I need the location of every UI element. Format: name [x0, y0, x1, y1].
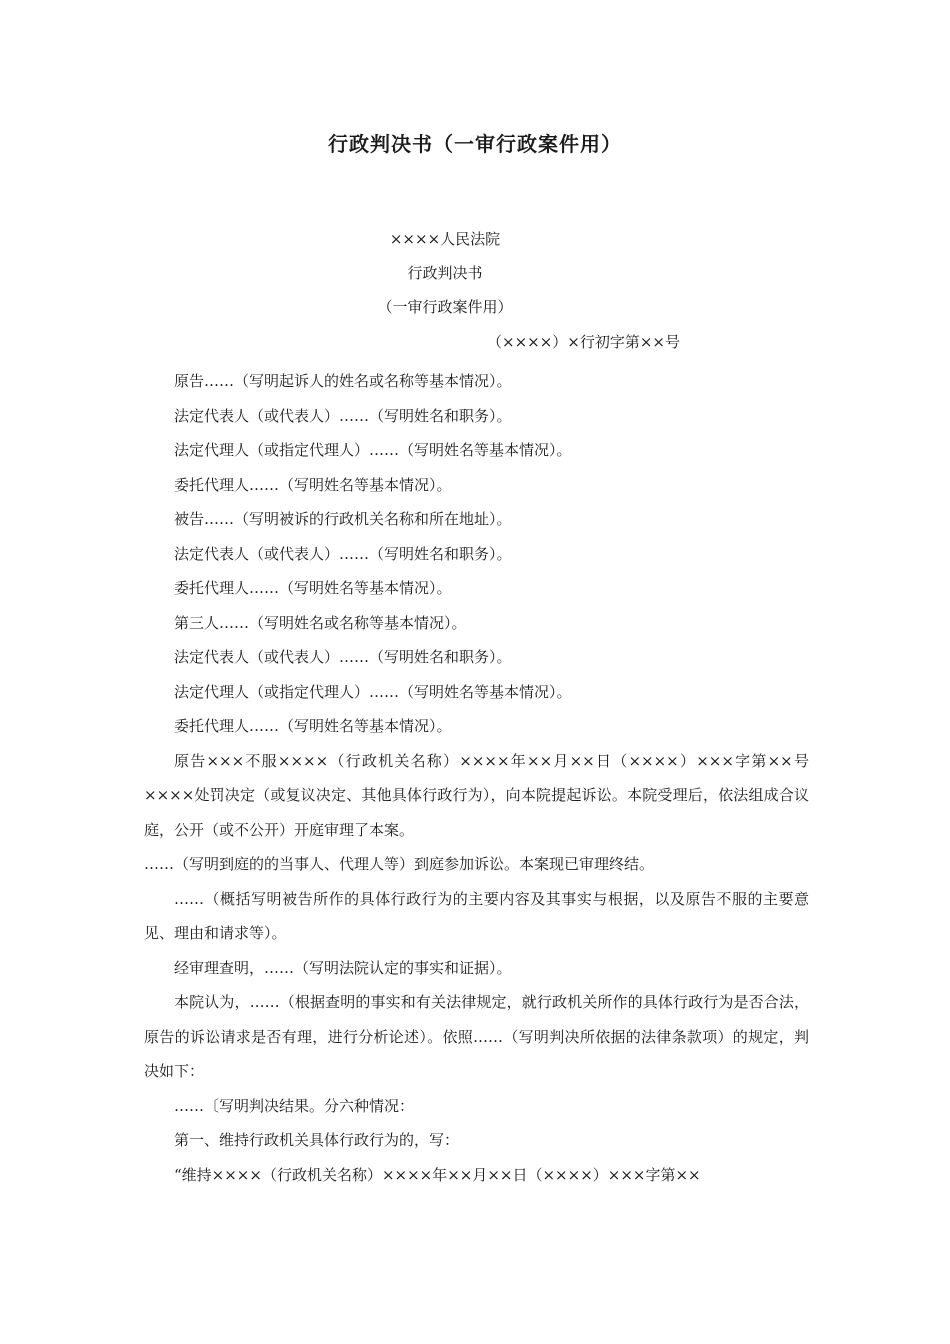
paragraph-plaintiff-entrusted-agent: 委托代理人……（写明姓名等基本情况）。: [174, 475, 452, 494]
case-number: （××××）×行初字第××号: [487, 333, 680, 351]
paragraph-third-party-entrusted-agent: 委托代理人……（写明姓名等基本情况）。: [174, 717, 452, 735]
paragraph-defendant-entrusted-agent: 委托代理人……（写明姓名等基本情况）。: [174, 579, 452, 597]
paragraph-defendant: 被告……（写明被诉的行政机关名称和所在地址）。: [174, 510, 512, 528]
paragraph-defendant-legal-rep: 法定代表人（或代表人）……（写明姓名和职务）。: [174, 544, 512, 563]
paragraph-findings: 经审理查明，……（写明法院认定的事实和证据）。: [174, 958, 512, 977]
paragraph-summary: ……（概括写明被告所作的具体行政行为的主要内容及其事实与根据，以及原告不服的主要意见、理由和请求等）。: [144, 889, 809, 942]
paragraph-third-party: 第三人……（写明姓名或名称等基本情况）。: [174, 613, 467, 632]
paragraph-plaintiff-legal-rep: 法定代表人（或代表人）……（写明姓名和职务）。: [174, 406, 512, 425]
paragraph-judgment-result: ……〔写明判决结果。分六种情况：: [174, 1096, 415, 1115]
court-name: ××××人民法院: [389, 230, 501, 248]
document-subtitle: （一审行政案件用）: [377, 298, 513, 316]
paragraph-plaintiff: 原告……（写明起诉人的姓名或名称等基本情况）。: [174, 372, 512, 390]
document-name: 行政判决书: [407, 264, 483, 282]
document-body: [144, 364, 809, 1192]
paragraph-case-one: 第一、维持行政机关具体行政行为的，写：: [174, 1131, 460, 1149]
paragraph-case-origin: 原告×××不服××××（行政机关名称）××××年××月××日（××××）×××字第××号××××处罚决定（或复议决定、其他具体行政行为），向本院提起诉讼。本院受理后，依法组成合议庭，公开（或不公开）开庭审理了本案。: [144, 751, 809, 839]
paragraph-court-opinion: 本院认为，……（根据查明的事实和有关法律规定，就行政机关所作的具体行政行为是否合法，原告的诉讼请求是否有理，进行分析论述）。依照……（写明判决所依据的法律条款项）的规定，判决如下：: [144, 993, 809, 1080]
paragraph-attendance: ……（写明到庭的的当事人、代理人等）到庭参加诉讼。本案现已审理终结。: [144, 855, 655, 873]
paragraph-third-party-legal-rep: 法定代表人（或代表人）……（写明姓名和职务）。: [174, 648, 512, 666]
paragraph-plaintiff-statutory-agent: 法定代理人（或指定代理人）……（写明姓名等基本情况）。: [174, 441, 572, 459]
paragraph-third-party-statutory-agent: 法定代理人（或指定代理人）……（写明姓名等基本情况）。: [174, 682, 572, 701]
document-title: 行政判决书（一审行政案件用）: [328, 132, 622, 156]
paragraph-uphold-text: “维持××××（行政机关名称）××××年××月××日（××××）×××字第××: [174, 1165, 701, 1184]
